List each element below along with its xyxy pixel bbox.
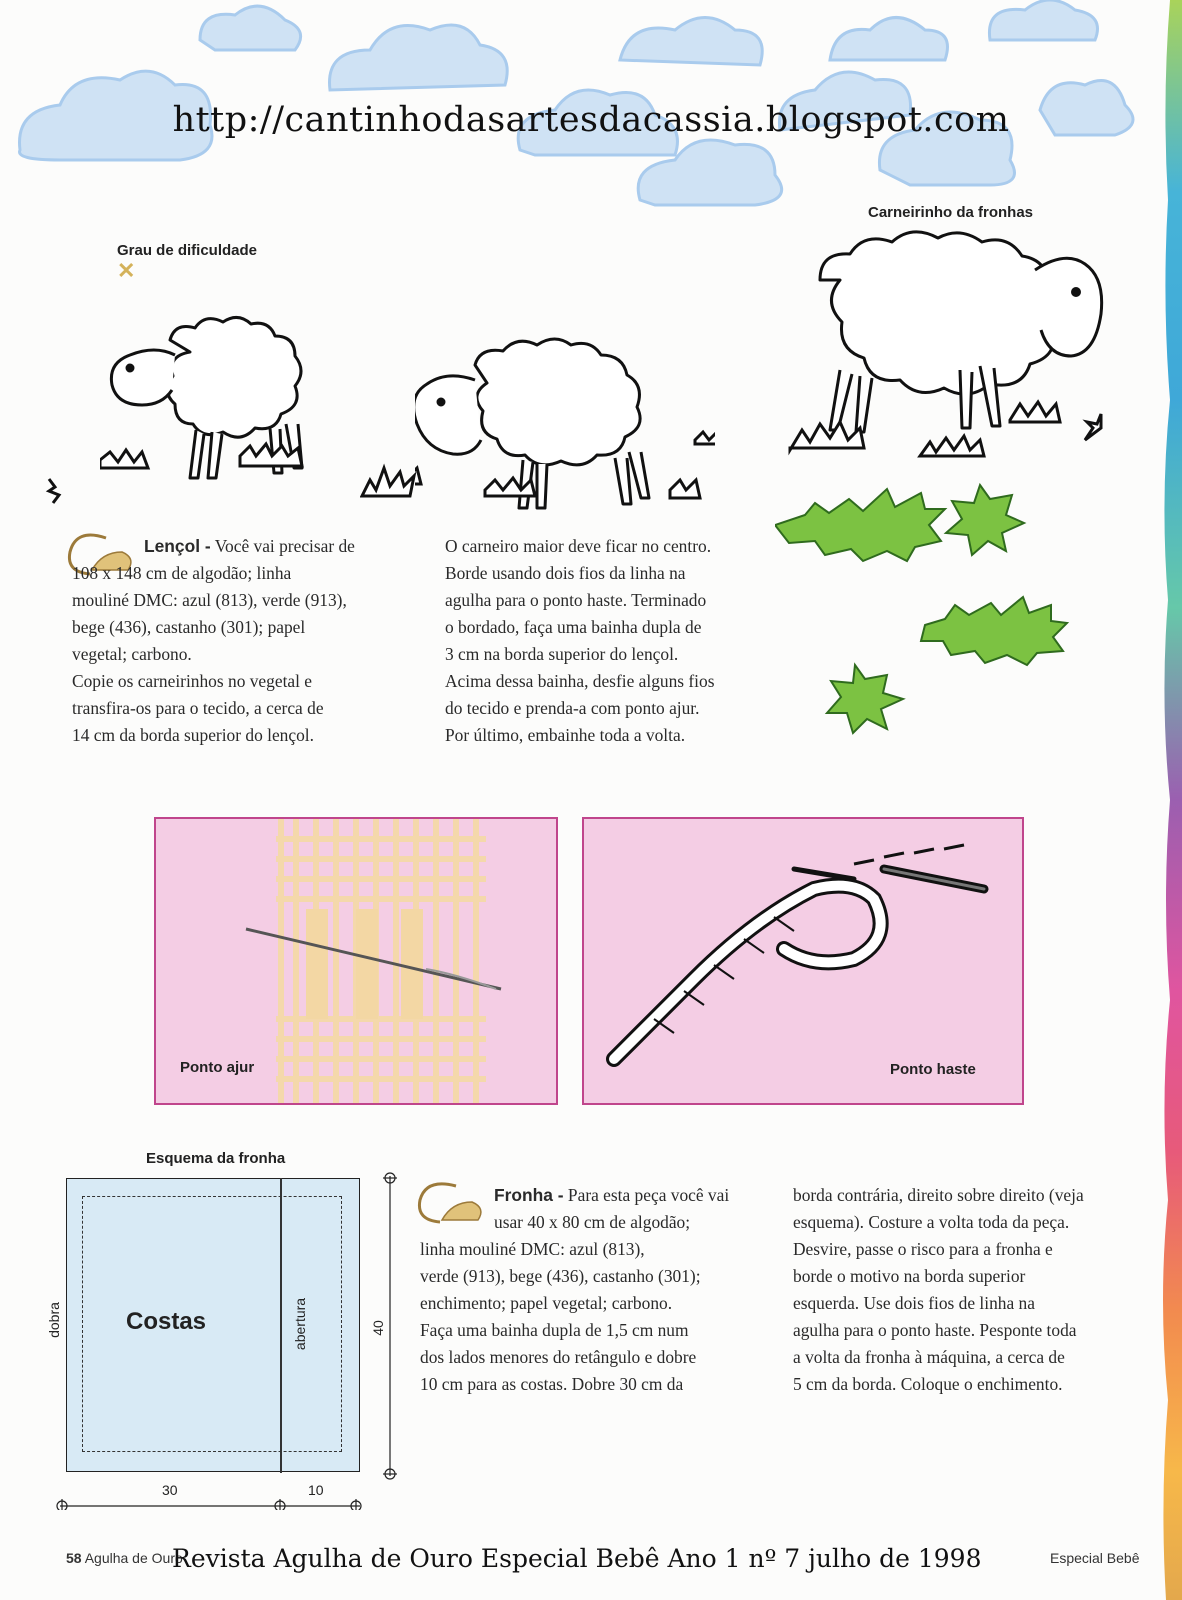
text-line: linha mouliné DMC: azul (813),: [420, 1239, 645, 1259]
text-line: a volta da fronha à máquina, a cerca de: [793, 1347, 1065, 1367]
fronha-text-continued: [793, 1182, 1158, 1398]
text-line: esquerda. Use dois fios de linha na: [793, 1293, 1035, 1313]
rainbow-edge-decoration: [1156, 0, 1182, 1600]
text-line: Você vai precisar de: [214, 536, 355, 556]
medium-sheep-illustration: [415, 320, 715, 520]
text-line: dos lados menores do retângulo e dobre: [420, 1347, 697, 1367]
height-dimension: 40: [369, 1320, 386, 1336]
text-line: Faça uma bainha dupla de 1,5 cm num: [420, 1320, 689, 1340]
text-line: agulha para o ponto haste. Pesponte toda: [793, 1320, 1077, 1340]
text-line: 3 cm na borda superior do lençol.: [445, 644, 679, 664]
ponto-haste-panel: [582, 817, 1024, 1105]
text-line: transfira-os para o tecido, a cerca de: [72, 698, 324, 718]
dimension-lines: [50, 1170, 410, 1510]
fold-label: dobra: [45, 1302, 62, 1338]
text-line: agulha para o ponto haste. Terminado: [445, 590, 707, 610]
ponto-ajur-panel: [154, 817, 558, 1105]
text-line: O carneiro maior deve ficar no centro.: [445, 536, 712, 556]
text-line: 5 cm da borda. Coloque o enchimento.: [793, 1374, 1063, 1394]
diagram-title: Esquema da fronha: [146, 1150, 286, 1167]
section-name: Especial Bebê: [1050, 1550, 1140, 1566]
large-sheep-illustration: [780, 220, 1120, 480]
text-line: mouliné DMC: azul (813), verde (913),: [72, 590, 347, 610]
text-line: 14 cm da borda superior do lençol.: [72, 725, 314, 745]
back-label: Costas: [126, 1308, 207, 1335]
ponto-ajur-label: Ponto ajur: [180, 1059, 255, 1076]
text-line: Borde usando dois fios da linha na: [445, 563, 686, 583]
fronha-text: [420, 1182, 780, 1398]
text-line: borda contrária, direito sobre direito (veja: [793, 1185, 1084, 1205]
lencol-text: [72, 533, 417, 749]
small-sheep-illustration: [100, 300, 340, 485]
text-line: do tecido e prenda-a com ponto ajur.: [445, 698, 700, 718]
text-line: Por último, embainhe toda a volta.: [445, 725, 686, 745]
text-line: Desvire, passe o risco para a fronha e: [793, 1239, 1053, 1259]
text-line: usar 40 x 80 cm de algodão;: [494, 1212, 691, 1232]
blog-url[interactable]: http://cantinhodasartesdacassia.blogspot.com: [172, 100, 1010, 140]
width-main-dimension: 30: [162, 1482, 178, 1498]
text-line: borde o motivo na borda superior: [793, 1266, 1026, 1286]
text-line: vegetal; carbono.: [72, 644, 192, 664]
width-flap-dimension: 10: [308, 1482, 324, 1498]
text-line: esquema). Costure a volta toda da peça.: [793, 1212, 1070, 1232]
text-line: Copie os carneirinhos no vegetal e: [72, 671, 313, 691]
fronha-title: Fronha -: [494, 1185, 564, 1205]
grass-sprig-icon: [45, 475, 69, 507]
text-line: Para esta peça você vai: [567, 1185, 730, 1205]
lencol-text-continued: [445, 533, 790, 749]
footer-page: [66, 1550, 183, 1566]
lencol-title: Lençol -: [144, 536, 211, 556]
text-line: bege (436), castanho (301); papel: [72, 617, 306, 637]
pillow-sheep-title: Carneirinho da fronhas: [868, 204, 1034, 221]
text-line: o bordado, faça uma bainha dupla de: [445, 617, 702, 637]
text-line: Acima dessa bainha, desfie alguns fios: [445, 671, 715, 691]
ponto-haste-label: Ponto haste: [890, 1061, 976, 1078]
grass-tuft-icon: [360, 460, 420, 500]
opening-label: abertura: [292, 1297, 309, 1351]
text-line: 10 cm para as costas. Dobre 30 cm da: [420, 1374, 684, 1394]
difficulty-label: Grau de dificuldade: [117, 242, 258, 259]
magazine-name: Agulha de Ouro: [84, 1550, 183, 1566]
page-number: 58: [66, 1550, 82, 1566]
green-grass-decoration: [775, 465, 1095, 745]
text-line: 108 x 148 cm de algodão; linha: [72, 563, 292, 583]
text-line: enchimento; papel vegetal; carbono.: [420, 1293, 673, 1313]
source-caption: Revista Agulha de Ouro Especial Bebê Ano 1 nº 7 julho de 1998: [172, 1544, 982, 1573]
difficulty-mark-icon: ✕: [117, 258, 136, 283]
text-line: verde (913), bege (436), castanho (301);: [420, 1266, 701, 1286]
